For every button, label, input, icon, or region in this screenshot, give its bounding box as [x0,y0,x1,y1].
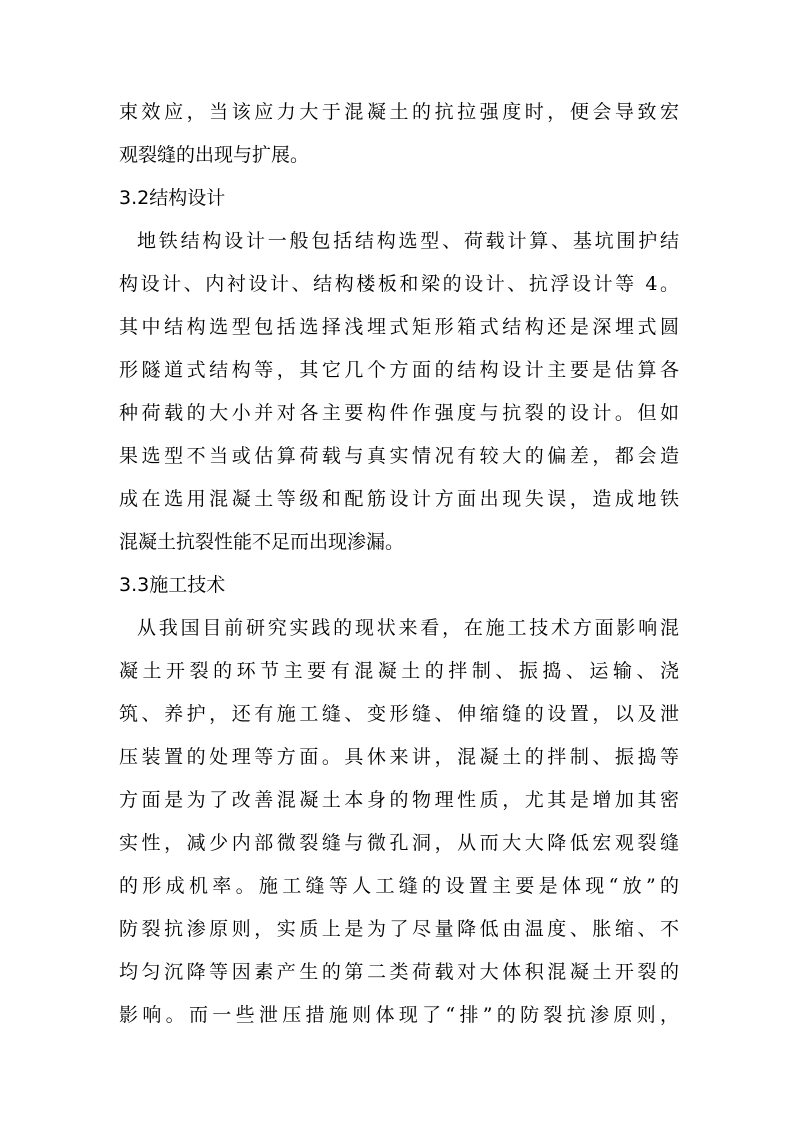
paragraph-3-line-1: 从我国目前研究实践的现状来看，在施工技术方面影响混 [137,617,679,639]
paragraph-2-line-2: 构设计、内衬设计、结构楼板和梁的设计、抗浮设计等 4。 [119,273,679,295]
paragraph-3-line-5: 方面是为了改善混凝土本身的物理性质，尤其是增加其密 [119,789,679,811]
paragraph-2-line-5: 种荷载的大小并对各主要构件作强度与抗裂的设计。但如 [119,402,679,424]
paragraph-1-line-1: 束效应，当该应力大于混凝土的抗拉强度时，便会导致宏 [119,101,679,123]
paragraph-3-line-7: 的形成机率。施工缝等人工缝的设置主要是体现“放”的 [119,875,679,897]
paragraph-3-line-3: 筑、养护，还有施工缝、变形缝、伸缩缝的设置，以及泄 [119,703,679,725]
paragraph-3-line-4: 压装置的处理等方面。具休来讲，混凝土的拌制、振捣等 [119,746,679,768]
paragraph-1-line-2: 观裂缝的出现与扩展。 [119,144,310,166]
paragraph-2-line-7: 成在选用混凝土等级和配筋设计方面出现失误，造成地铁 [119,488,679,510]
paragraph-2-line-1: 地铁结构设计一般包括结构选型、荷载计算、基坑围护结 [137,230,679,252]
paragraph-2-line-3: 其中结构选型包括选择浅埋式矩形箱式结构还是深埋式圆 [119,316,679,338]
section-heading-3-3: 3.3施工技术 [119,574,226,596]
paragraph-3-line-2: 凝土开裂的环节主要有混凝土的拌制、振捣、运输、浇 [119,660,679,682]
paragraph-2-line-8: 混凝土抗裂性能不足而出现渗漏。 [119,531,405,553]
section-heading-3-2: 3.2结构设计 [119,187,226,209]
paragraph-3-line-9: 均匀沉降等因素产生的第二类荷载对大体积混凝土开裂的 [119,961,679,983]
paragraph-3-line-10: 影响。而一些泄压措施则体现了“排”的防裂抗渗原则， [119,1004,679,1026]
paragraph-2-line-6: 果选型不当或估算荷载与真实情况有较大的偏差，都会造 [119,445,679,467]
paragraph-2-line-4: 形隧道式结构等，其它几个方面的结构设计主要是估算各 [119,359,679,381]
paragraph-3-line-8: 防裂抗渗原则，实质上是为了尽量降低由温度、胀缩、不 [119,918,679,940]
paragraph-3-line-6: 实性，减少内部微裂缝与微孔洞，从而大大降低宏观裂缝 [119,832,679,854]
